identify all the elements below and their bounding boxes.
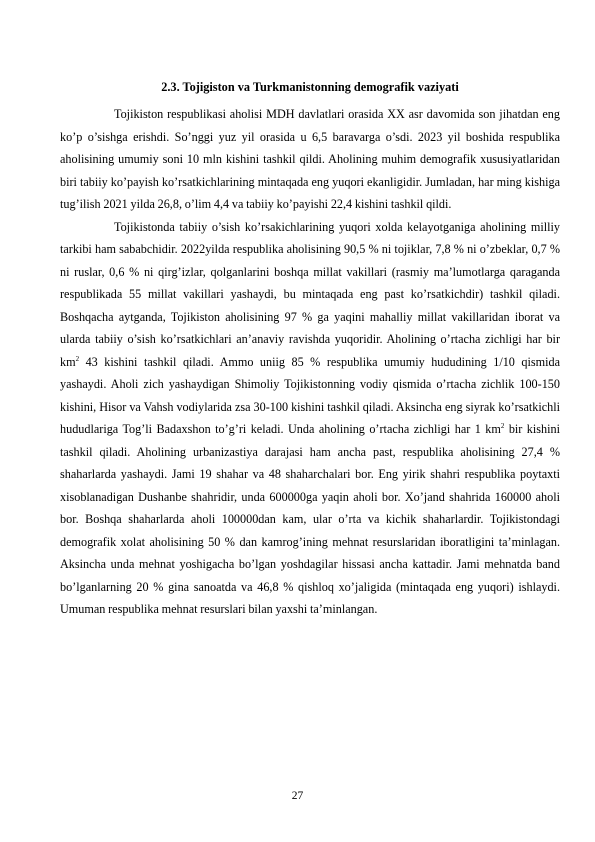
paragraph-2-part-a: Tojikistonda tabiiy o’sish ko’rsakichlarining yuqori xolda kelayotganiga aholining milliy tarkibi ham sababchidir. 2022yilda respublika aholisining 90,5 % ni tojiklar, 7,8 % ni o’zbeklar, 0,7 % ni ruslar, 0,6 % ni qirg’izlar, qolganlarini boshqa millat vakillari (rasmiy ma’lumotlarga qaraganda respublikada 55 millat vakillari yashaydi, bu mintaqada eng past ko’rsatkichdir) tashkil qiladi. Boshqacha aytganda, Tojikiston aholisining 97 % ga yaqini mahalliy millat vakillaridan iborat va ularda tabiiy o’sish ko’rsatkichlari an’anaviy ravishda yuqoridir. Aholining o’rtacha zichligi har bir km	[60, 219, 560, 369]
section-heading: 2.3. Tojigiston va Turkmanistonning demografik vaziyati	[161, 80, 459, 94]
superscript-square: 2	[500, 421, 505, 430]
paragraph-2-part-c: bir kishini tashkil qiladi. Aholining urbanizastiya darajasi ham ancha past, respublika aholisining 27,4 % shaharlarda yashaydi. Jami 19 shahar va 48 shaharchalari bor. Eng yirik shahri respublika poytaxti xisoblanadigan Dushanbe shahridir, unda 600000ga yaqin aholi bor. Xo’jand shahrida 160000 aholi bor. Boshqa shaharlarda aholi 100000dan kam, ular o’rta va kichik shaharlardir. Tojikistondagi demografik xolat aholisining 50 % dan kamrog’ining mehnat resurslaridan iboratligini ta’minlagan. Aksincha unda mehnat yoshigacha bo’lgan yoshdagilar hissasi ancha kattadir. Jami mehnatda band bo’lganlarning 20 % gina sanoatda va 46,8 % qishloq xo’jaligida (mintaqada eng yuqori) ishlaydi. Umuman respublika mehnat resurslari bilan yaxshi ta’minlangan.	[60, 422, 560, 616]
body-text	[60, 103, 560, 621]
paragraph-2	[60, 216, 560, 621]
superscript-square: 2	[75, 354, 80, 363]
paragraph-2-part-b: 43 kishini tashkil qiladi. Ammo uniig 85 % respublika umumiy hududining 1/10 qismida yashaydi. Aholi zich yashaydigan Shimoliy Tojikistonning vodiy qismida o’rtacha zichlik 100-150 kishini, Hisor va Vahsh vodiylarida zsa 30-100 kishini tashkil qiladi. Aksincha eng siyrak ko’rsatkichli hududlariga Tog’li Badaxshon to’g’ri keladi. Unda aholining o’rtacha zichligi har 1 km	[60, 354, 560, 436]
paragraph-1: Tojikiston respublikasi aholisi MDH davlatlari orasida XX asr davomida son jihatdan eng ko’p o’sishga erishdi. So’nggi yuz yil orasida u 6,5 baravarga o’sdi. 2023 yil boshida respublika aholisining umumiy soni 10 mln kishini tashkil qildi. Aholining muhim demografik xususiyatlaridan biri tabiiy ko’payish ko’rsatkichlarining mintaqada eng yuqori ekanligidir. Jumladan, har ming kishiga tug’ilish 2021 yilda 26,8, o’lim 4,4 va tabiiy ko’payishi 22,4 kishini tashkil qildi.	[60, 107, 560, 211]
page-number: 27	[291, 790, 304, 802]
